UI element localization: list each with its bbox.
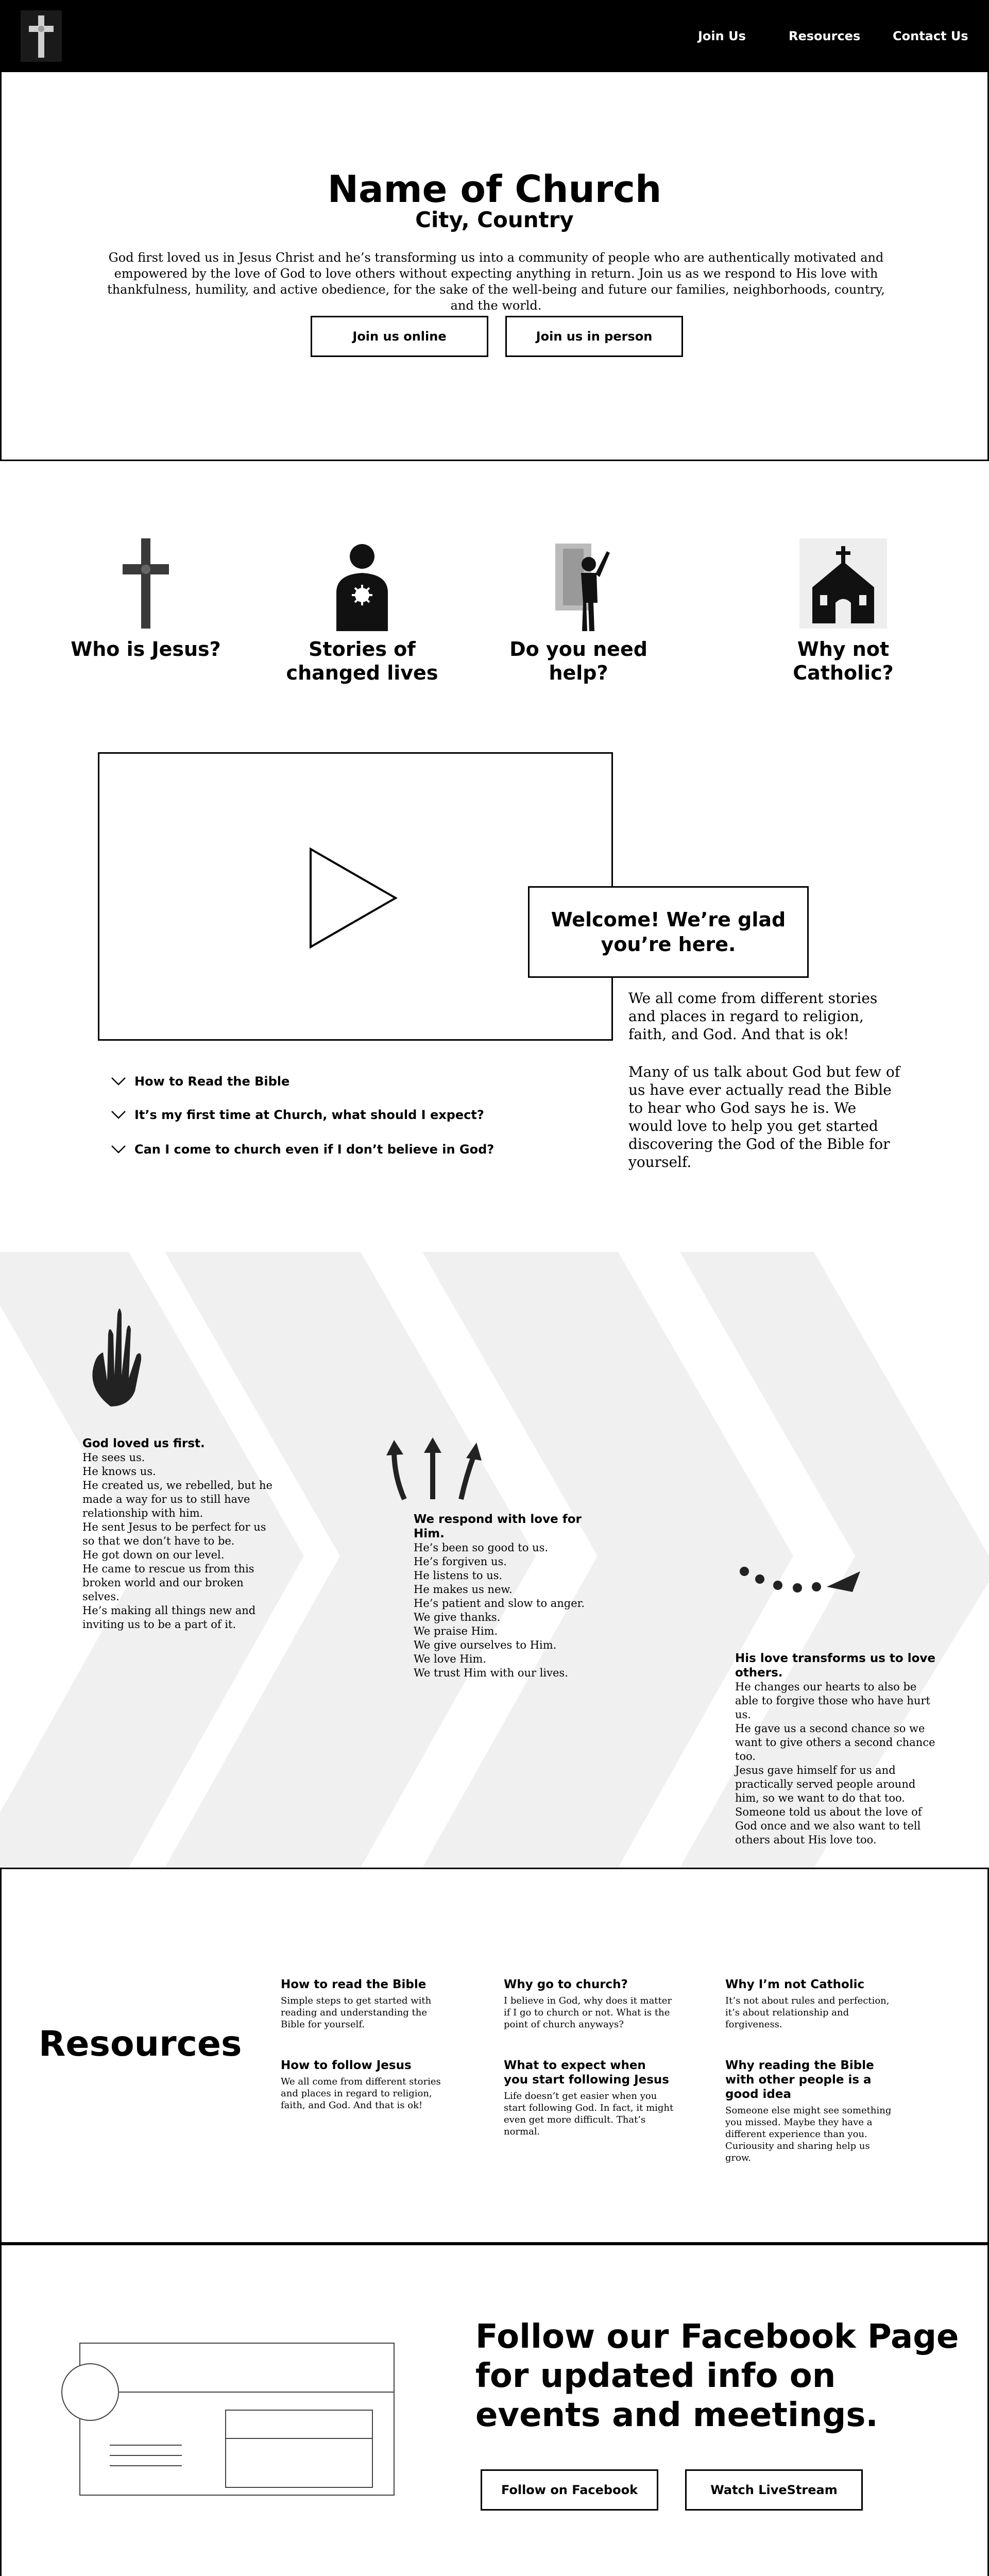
play-icon[interactable] <box>308 846 401 950</box>
welcome-card: Welcome! We’re glad you’re here. <box>528 886 809 978</box>
faq-label: It’s my first time at Church, what should I expect? <box>134 1108 484 1122</box>
resource-text: Life doesn’t get easier when you start following God. In fact, it might even get more difficult. That’s normal. <box>504 2091 674 2137</box>
story-we-respond <box>414 1512 594 1680</box>
facebook-section <box>0 2244 989 2576</box>
feature-label: Stories of changed lives <box>286 638 438 684</box>
resource-card[interactable] <box>725 2058 895 2164</box>
join-in-person-button[interactable]: Join us in person <box>505 316 683 357</box>
feature-label: Why not Catholic? <box>793 638 894 684</box>
resource-text: Simple steps to get started with reading and understanding the Bible for yourself. <box>281 1995 432 2030</box>
cross-logo-icon[interactable] <box>21 10 62 62</box>
welcome-paragraph: We all come from different stories and places in regard to religion, faith, and God. And that is ok! <box>628 990 878 1043</box>
story-love-transforms <box>735 1651 936 1847</box>
resource-title: Why go to church? <box>504 1978 628 1991</box>
resource-card[interactable] <box>725 1977 895 2030</box>
feature-label: Do you need help? <box>509 638 647 684</box>
feature-stories[interactable] <box>269 536 455 685</box>
resource-text: Someone else might see something you missed. Maybe they have a different experience than you. Curiousity and sharing help us grow. <box>725 2105 892 2163</box>
resources-section <box>0 1868 989 2244</box>
feature-label: Who is Jesus? <box>71 638 221 660</box>
dotted-arrow-icon <box>737 1561 865 1602</box>
hero-text: God first loved us in Jesus Christ and he’s transforming us into a community of people who are authentically motivated and empowered by the love of God to love others without expecting anything in return. Join us as we respond to His love with thankfulness, humility, and active obedience, for the sake of the well-being and future our families, neighborhoods, country, and the world. <box>107 250 885 313</box>
upward-arrows-icon <box>384 1435 482 1502</box>
page-title: Name of Church <box>327 167 662 211</box>
resource-card[interactable] <box>504 1977 674 2030</box>
resource-title: What to expect when you start following Jesus <box>504 2059 669 2087</box>
story-body: He changes our hearts to also be able to forgive those who have hurt us. He gave us a second chance so we want to give others a second chance too. Jesus gave himself for us and practically served people around him, so we want to do that too. Someone told us about the love of God once and we also want to tell others about His love too. <box>735 1681 935 1846</box>
resource-card[interactable] <box>281 1977 451 2030</box>
faq-label: Can I come to church even if I don’t believe in God? <box>134 1142 494 1157</box>
story-section <box>0 1252 989 1868</box>
feature-need-help[interactable] <box>486 536 671 685</box>
join-online-button[interactable]: Join us online <box>311 316 488 357</box>
nav-resources[interactable]: Resources <box>789 29 861 43</box>
reaching-person-icon <box>540 536 617 631</box>
story-heading: We respond with love for Him. <box>414 1513 582 1540</box>
faq-item[interactable] <box>111 1108 484 1122</box>
resource-text: I believe in God, why does it matter if I go to church or not. What is the point of church anyways? <box>504 1995 672 2030</box>
top-nav <box>0 0 989 72</box>
story-heading: God loved us first. <box>82 1437 205 1450</box>
faq-item[interactable] <box>111 1142 494 1157</box>
resource-card[interactable] <box>504 2058 674 2138</box>
resource-title: How to read the Bible <box>281 1978 427 1991</box>
resource-title: Why reading the Bible with other people is a good idea <box>725 2059 874 2101</box>
watch-livestream-button[interactable]: Watch LiveStream <box>685 2469 863 2511</box>
resource-title: Why I’m not Catholic <box>725 1978 865 1991</box>
follow-facebook-button[interactable]: Follow on Facebook <box>481 2469 658 2511</box>
church-icon <box>797 536 890 631</box>
cross-icon <box>117 536 174 631</box>
resource-title: How to follow Jesus <box>281 2059 412 2072</box>
hero-section <box>0 72 989 461</box>
raised-hand-icon <box>88 1303 149 1412</box>
resource-card[interactable] <box>281 2058 451 2111</box>
feature-why-not-catholic[interactable] <box>751 536 936 685</box>
story-body: He sees us. He knows us. He created us, we rebelled, but he made a way for us to still have relationship with him. He sent Jesus to be perfect for us so that we don’t have to be. He got down on our level. He came to rescue us from this broken world and our broken selves. He’s making all things new and inviting us to be a part of it. <box>82 1451 272 1631</box>
facebook-page-illustration <box>48 2333 398 2498</box>
faq-label: How to Read the Bible <box>134 1074 290 1089</box>
welcome-paragraph: Many of us talk about God but few of us have ever actually read the Bible to hear who God says he is. We would love to help you get started discovering the God of the Bible for yourself. <box>628 1063 900 1171</box>
resources-title: Resources <box>39 2024 242 2064</box>
chevron-down-icon <box>111 1110 126 1120</box>
page-subtitle: City, Country <box>415 207 574 232</box>
resource-text: We all come from different stories and places in regard to religion, faith, and God. And that is ok! <box>281 2076 441 2111</box>
chevron-down-icon <box>111 1145 126 1154</box>
person-icon <box>329 536 396 631</box>
nav-contact-us[interactable]: Contact Us <box>893 29 968 43</box>
feature-who-is-jesus[interactable] <box>53 536 238 661</box>
story-body: He’s been so good to us. He’s forgiven us. He listens to us. He makes us new. He’s patient and slow to anger. We give thanks. We praise Him. We give ourselves to Him. We love Him. We trust Him with our lives. <box>414 1541 585 1679</box>
chevron-down-icon <box>111 1077 126 1086</box>
story-god-loved-us <box>82 1436 278 1632</box>
facebook-heading: Follow our Facebook Page for updated info on events and meetings. <box>475 2318 959 2434</box>
story-heading: His love transforms us to love others. <box>735 1652 936 1680</box>
faq-item[interactable] <box>111 1074 289 1089</box>
resource-text: It’s not about rules and perfection, it’s about relationship and forgiveness. <box>725 1995 890 2030</box>
nav-join-us[interactable]: Join Us <box>698 29 746 43</box>
